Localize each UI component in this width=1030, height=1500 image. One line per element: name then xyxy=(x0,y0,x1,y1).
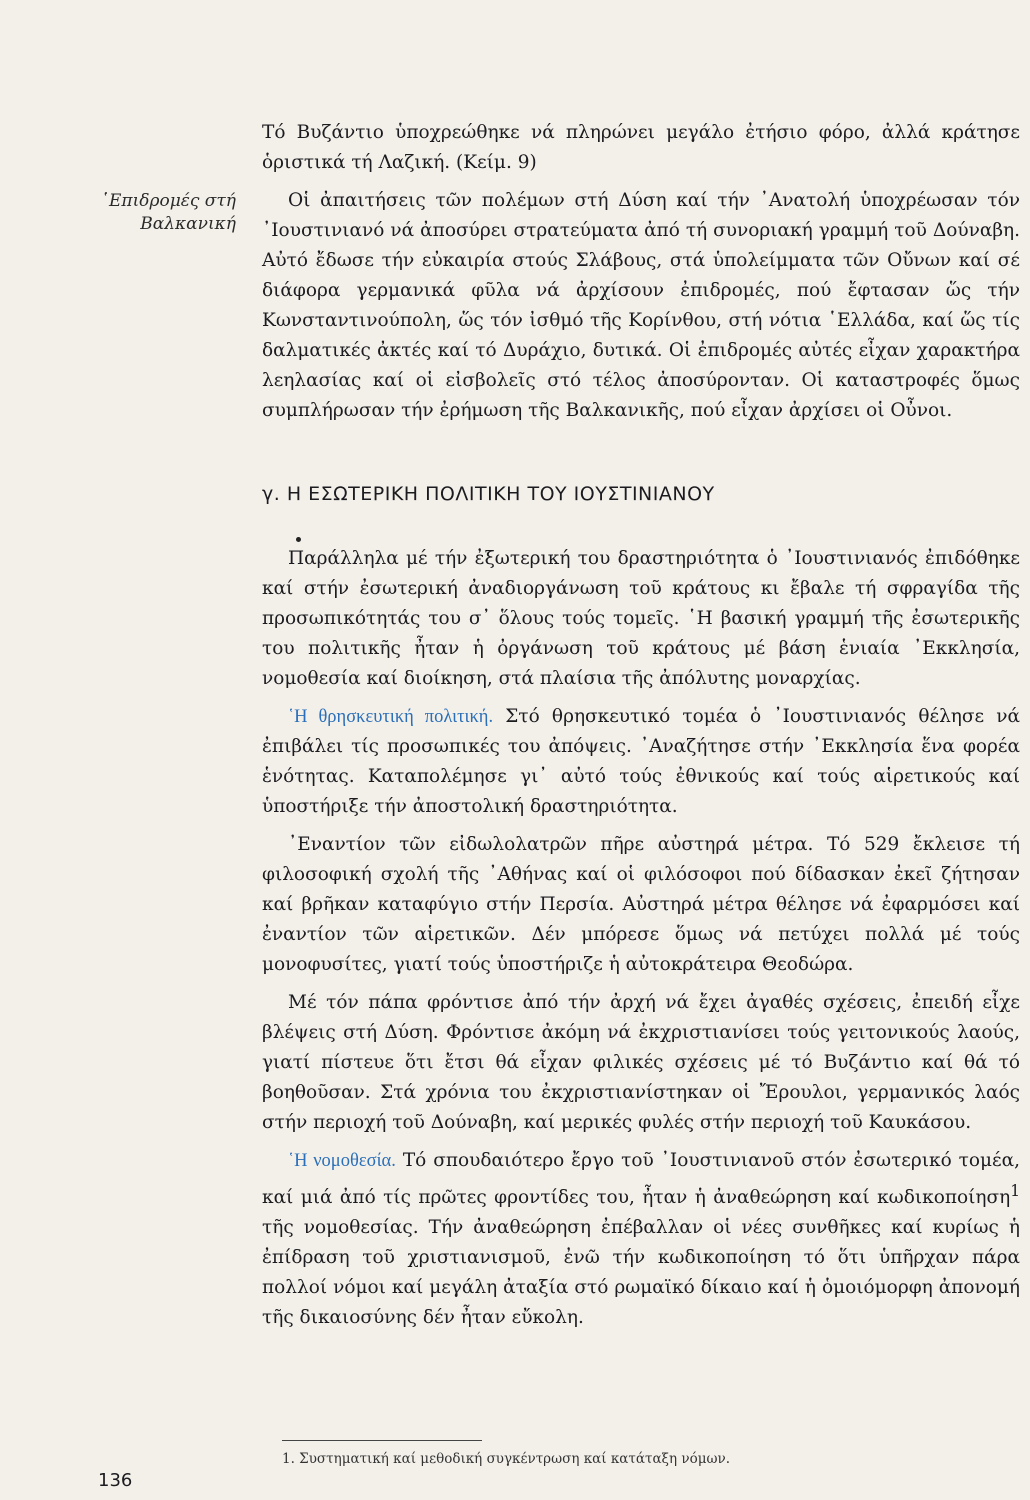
section-paragraph-3: ᾿Εναντίον τῶν εἰδωλολατρῶν πῆρε αὐστηρά μέτρα. Τό 529 ἔκλεισε τή φιλοσοφική σχολή τῆς ᾿Αθήνας καί οἱ φιλόσοφοι πού δίδασκαν ἐκεῖ ζήτησαν καί βρῆκαν καταφύγιο στήν Περσία. Αὐστηρά μέτρα θέλησε νά ἐφαρμόσει καί ἐναντίον τῶν αἱρετικῶν. Δέν μπόρεσε ὅμως νά πετύχει πολλά μέ τούς μονοφυσίτες, γιατί τούς ὑποστήριζε ἡ αὐτοκράτειρα Θεοδώρα. xyxy=(262,834,1020,975)
margin-note xyxy=(60,190,236,236)
religious-paragraph xyxy=(262,702,1020,822)
section-paragraph-4: Μέ τόν πάπα φρόντισε ἀπό τήν ἀρχή νά ἔχει ἀγαθές σχέσεις, ἐπειδή εἶχε βλέψεις στή Δύση. Φρόντισε ἀκόμη νά ἐκχριστιανίσει τούς γειτονικούς λαούς, γιατί πίστευε ὅτι ἔτσι θά εἶχαν φιλικές σχέσεις μέ τό Βυζάντιο καί θά τό βοηθοῦσαν. Στά χρόνια του ἐκχριστιανίστηκαν οἱ Ἔρουλοι, γερμανικός λαός στήν περιοχή τοῦ Δούναβη, καί μερικές φυλές στήν περιοχή τοῦ Καυκάσου. xyxy=(262,992,1020,1133)
intro-block xyxy=(262,118,1020,434)
intro-paragraph-1: Τό Βυζάντιο ὑποχρεώθηκε νά πληρώνει μεγάλο ἐτήσιο φόρο, ἀλλά κράτησε ὁριστικά τή Λαζική. (Κείμ. 9) xyxy=(262,122,1020,173)
religious-policy-text: Στό θρησκευτικό τομέα ὁ ᾿Ιουστινιανός θέλησε νά ἐπιβάλει τίς προσωπικές του ἀπόψεις. ᾿Αναζήτησε στήν ᾿Εκκλησία ἕνα φορέα ἑνότητας. Καταπολέμησε γι᾿ αὐτό τούς ἐθνικούς καί τούς αἱρετικούς καί ὑποστήριξε τήν ἀποστολική δραστηριότητα. xyxy=(262,706,1021,817)
intro-paragraph-2: Οἱ ἀπαιτήσεις τῶν πολέμων στή Δύση καί τήν ᾿Ανατολή ὑποχρέωσαν τόν ᾿Ιουστινιανό νά ἀποσύρει στρατεύματα ἀπό τή συνοριακή γραμμή τοῦ Δούναβη. Αὐτό ἔδωσε τήν εὐκαιρία στούς Σλάβους, στά ὑπολείμματα τῶν Οὔνων καί σέ διάφορα γερμανικά φῦλα νά ἀρχίσουν ἐπιδρομές, πού ἔφτασαν ὥς τήν Κωνσταντινούπολη, ὥς τόν ἰσθμό τῆς Κορίνθου, στή νότια ῾Ελλάδα, καί ὥς τίς δαλματικές ἀκτές καί τό Δυράχιο, δυτικά. Οἱ ἐπιδρομές αὐτές εἶχαν χαρακτήρα λεηλασίας καί οἱ εἰσβολεῖς στό τέλος ἀποσύρονταν. Οἱ καταστροφές ὅμως συμπλήρωσαν τήν ἐρήμωση τῆς Βαλκανικῆς, πού εἶχαν ἀρχίσει οἱ Οὖνοι. xyxy=(262,190,1020,421)
legislation-heading: ῾Η νομοθεσία. xyxy=(288,1151,396,1171)
footnote: 1. Συστηματική καί μεθοδική συγκέντρωση καί κατάταξη νόμων. xyxy=(282,1451,730,1467)
legislation-text-a: Τό σπουδαιότερο ἔργο τοῦ ᾿Ιουστινιανοῦ στόν ἐσωτερικό τομέα, καί μιά ἀπό τίς πρῶτες φροντίδες του, ἦταν ἡ ἀναθεώρηση καί κωδικοποίηση xyxy=(262,1150,1020,1209)
bullet-mark xyxy=(296,537,301,542)
section-paragraph-1: Παράλληλα μέ τήν ἐξωτερική του δραστηριότητα ὁ ᾿Ιουστινιανός ἐπιδόθηκε καί στήν ἐσωτερική ἀναδιοργάνωση τοῦ κράτους κι ἔβαλε τή σφραγίδα τῆς προσωπικότητάς του σ᾿ ὅλους τούς τομεῖς. ῾Η βασική γραμμή τῆς ἐσωτερικῆς του πολιτικῆς ἦταν ἡ ὀργάνωση τοῦ κράτους μέ βάση ἑνιαία ᾿Εκκλησία, νομοθεσία καί διοίκηση, στά πλαίσια τῆς ἀπόλυτης μοναρχίας. xyxy=(262,548,1020,689)
margin-note-line2: Βαλκανική xyxy=(140,214,236,234)
page-number: 136 xyxy=(98,1470,133,1491)
section-body xyxy=(262,544,1020,1341)
margin-note-line1: ῾Επιδρομές στή xyxy=(100,191,236,211)
legislation-paragraph xyxy=(262,1146,1020,1333)
footnote-rule xyxy=(282,1440,482,1441)
religious-policy-heading: ῾Η θρησκευτική πολιτική. xyxy=(288,707,494,727)
legislation-text-b: τῆς νομοθεσίας. Τήν ἀναθεώρηση ἐπέβαλλαν οἱ νέες συνθῆκες καί κυρίως ἡ ἐπίδραση τοῦ χριστιανισμοῦ, ἐνῶ τήν κωδικοποίηση τό ὅτι ὑπῆρχαν πάρα πολλοί νόμοι καί μεγάλη ἀταξία στό ρωμαϊκό δίκαιο καί ἡ ὁμοιόμορφη ἀπονομή τῆς δικαιοσύνης δέν ἦταν εὔκολη. xyxy=(262,1217,1020,1329)
footnote-mark: 1 xyxy=(1010,1182,1020,1200)
section-title: γ. Η ΕΣΩΤΕΡΙΚΗ ΠΟΛΙΤΙΚΗ ΤΟΥ ΙΟΥΣΤΙΝΙΑΝΟΥ xyxy=(262,483,715,505)
